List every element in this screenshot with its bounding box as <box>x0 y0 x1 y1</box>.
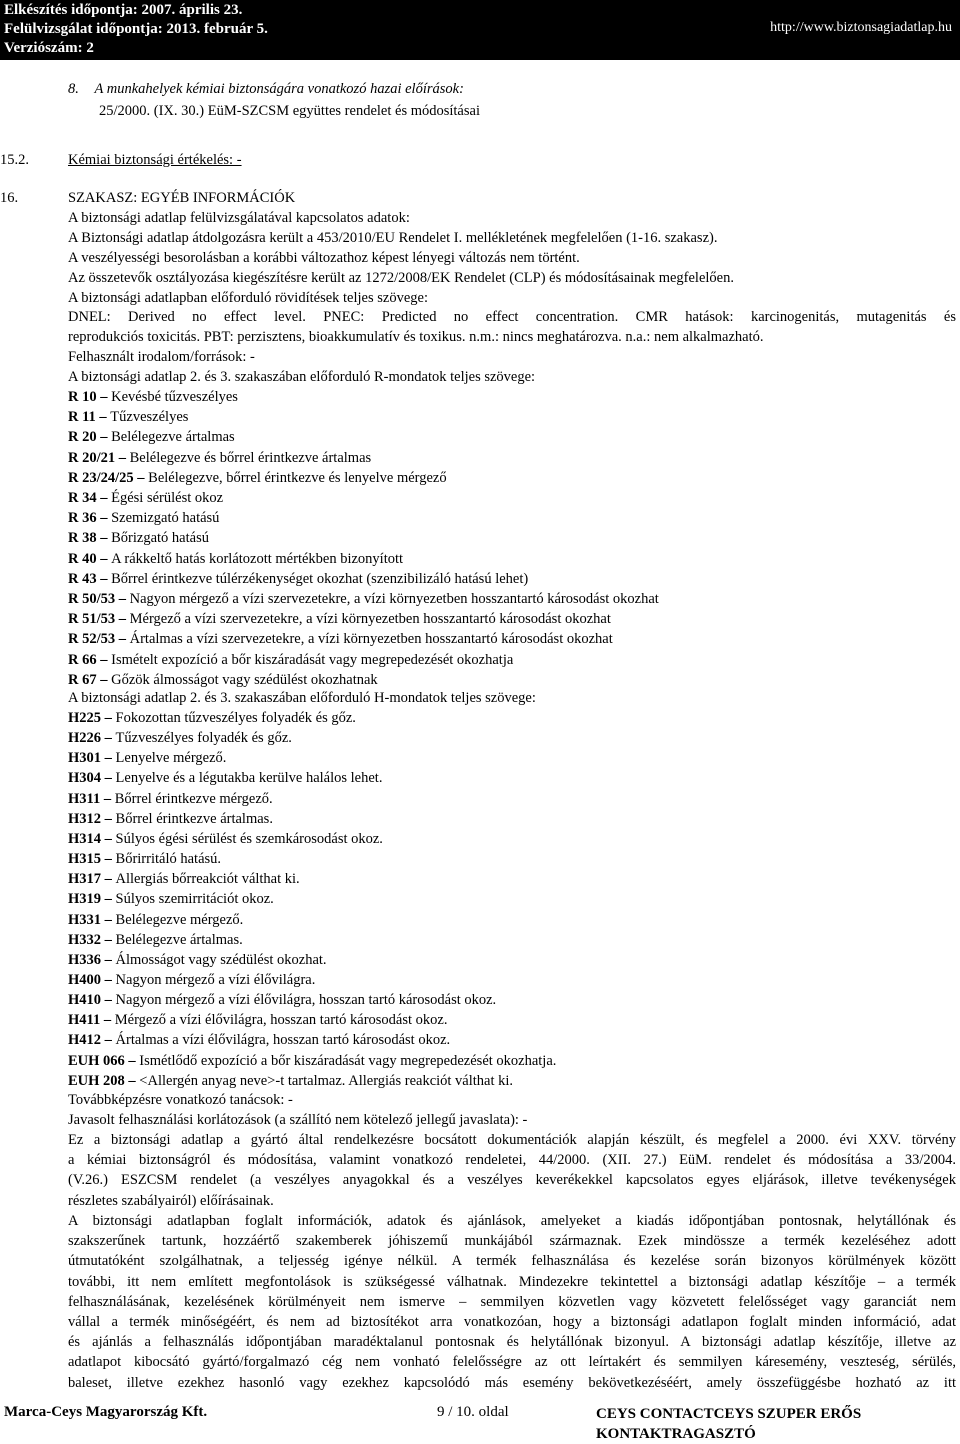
dash-separator: – <box>101 810 116 827</box>
r-phrase-item <box>68 508 960 528</box>
h-phrase-item <box>68 930 960 950</box>
h-phrase-text: Bőrrel érintkezve ártalmas. <box>115 810 273 827</box>
dash-separator: – <box>101 851 116 868</box>
dash-separator: – <box>96 651 112 668</box>
paragraph-line: baleset, illetve ezekhez hasonló vagy ezekhez kapcsolódó más esemény bekövetkezéséért, amely összefüggésbe hozható az itt <box>68 1374 956 1391</box>
sec8-number: 8. <box>68 81 79 97</box>
h-phrase-text: Súlyos égési sérülést és szemkárosodást okoz. <box>115 830 383 847</box>
h-phrase-item <box>68 889 960 909</box>
h-phrase-code: H301 <box>68 750 102 767</box>
h-phrase-code: H317 <box>68 871 102 888</box>
h-phrase-text: Lenyelve és a légutakba kerülve halálos lehet. <box>115 770 383 787</box>
revision-date: Felülvizsgálat időpontja: 2013. február 5. <box>4 21 268 37</box>
version-number: Verziószám: 2 <box>4 40 94 56</box>
h-phrase-text: Ártalmas a vízi élővilágra, hosszan tartó károsodást okoz. <box>115 1032 451 1049</box>
r-phrase-text: Mérgező a vízi szervezetekre, a vízi környezetben hosszantartó károsodást okozhat <box>129 611 611 628</box>
h-phrase-text: <Allergén anyag neve>-t tartalmaz. Allergiás reakciót válthat ki. <box>139 1072 514 1089</box>
h-phrase-item <box>68 910 960 930</box>
r-phrase-item <box>68 427 960 447</box>
h-phrase-item <box>68 809 960 829</box>
dash-separator: – <box>115 611 130 628</box>
dash-separator: – <box>124 1052 140 1069</box>
dash-separator: – <box>96 490 112 506</box>
paragraph-line: útmutatóként szolgálhatnak, a teljesség igénye nélkül. A termék felhasználása és kezelése során bizonyos körülmények között <box>68 1253 956 1270</box>
r-phrase-code: R 38 <box>68 530 97 547</box>
h-phrase-code: H312 <box>68 810 102 827</box>
sec16-l1: A biztonsági adatlap felülvizsgálatával kapcsolatos adatok: <box>68 210 410 226</box>
r-phrase-code: R 50/53 <box>68 591 116 607</box>
h-phrase-text: Nagyon mérgező a vízi élővilágra. <box>115 971 316 988</box>
r-phrase-text: Belélegezve, bőrrel érintkezve és lenyelve mérgező <box>148 469 447 486</box>
h-phrase-text: Bőrirritáló hatású. <box>115 851 222 868</box>
h-phrase-code: H314 <box>68 830 102 847</box>
r-phrase-code: R 40 <box>68 550 97 567</box>
h-phrase-item <box>68 728 960 748</box>
h-phrase-code: H311 <box>68 790 101 807</box>
use-restrictions: Javasolt felhasználási korlátozások (a szállító nem kötelező jellegű javaslata): - <box>68 1112 528 1128</box>
h-phrase-code: H410 <box>68 992 102 1009</box>
paragraph-line: (V.26.) ESZCSM rendelet (a veszélyes anyagokkal és a veszélyes keverékekkel kapcsolatos egyes eljárások, illetve tevékenységek <box>68 1172 956 1189</box>
r-phrase-code: R 66 <box>68 651 97 668</box>
sec16-l6: DNEL: Derived no effect level. PNEC: Predicted no effect concentration. CMR hatások: karcinogenitás, mutagenitás és <box>68 309 956 325</box>
dash-separator: – <box>100 1012 115 1029</box>
r-phrase-code: R 43 <box>68 570 97 587</box>
sec8-title: A munkahelyek kémiai biztonságára vonatkozó hazai előírások: <box>94 81 464 97</box>
r-phrase-code: R 20 <box>68 429 97 446</box>
sec16-title: SZAKASZ: EGYÉB INFORMÁCIÓK <box>68 190 296 206</box>
header-url[interactable]: http://www.biztonsagiadatlap.hu <box>770 20 952 35</box>
dash-separator: – <box>101 951 116 968</box>
dash-separator: – <box>96 570 112 587</box>
sec16-number: 16. <box>0 190 19 206</box>
sec8-law: 25/2000. (IX. 30.) EüM-SZCSM együttes rendelet és módosításai <box>99 103 480 119</box>
sec15-2-number: 15.2. <box>0 152 29 168</box>
footer-product-line2: KONTAKTRAGASZTÓ <box>596 1426 756 1442</box>
training-advice: Továbbképzésre vonatkozó tanácsok: - <box>68 1092 293 1108</box>
h-phrase-text: Álmosságot vagy szédülést okozhat. <box>115 951 327 968</box>
r-phrase-item <box>68 488 960 508</box>
h-phrase-item <box>68 708 960 728</box>
paragraph-line: A biztonsági adatlapban foglalt információk, adatok és ajánlások, amelyeket a kiadás időpontjában pontosnak, helytállónak és <box>68 1213 956 1229</box>
r-phrase-item <box>68 387 960 407</box>
paragraph-line: adatlapot kibocsátó gyártó/forgalmazó cég nem vonható felelősségre az ott leírtakért és semmilyen káresemény, veszteség, sérülés, <box>68 1354 956 1371</box>
h-phrase-text: Nagyon mérgező a vízi élővilágra, hosszan tartó károsodást okoz. <box>115 992 497 1009</box>
h-phrase-item <box>68 768 960 788</box>
sec15-2-line <box>0 150 960 170</box>
h-phrase-item <box>68 748 960 768</box>
paragraph-line: szakszerűnek tartunk, hozzáértő szakemberek jóhiszemű munkájából származnak. Ezek mindössze a termék kezeléséhez adott <box>68 1233 956 1250</box>
r-phrase-text: Nagyon mérgező a vízi szervezetekre, a vízi környezetben hosszantartó károsodást okozhat <box>129 591 659 607</box>
r-phrase-code: R 11 <box>68 409 96 426</box>
dash-separator: – <box>115 449 130 466</box>
footer-product <box>596 1404 861 1444</box>
h-phrase-code: EUH 066 <box>68 1052 125 1069</box>
r-phrase-code: R 52/53 <box>68 631 116 648</box>
sec16-l9: A biztonsági adatlap 2. és 3. szakaszában előforduló R-mondatok teljes szövege: <box>68 369 536 385</box>
h-phrase-text: Mérgező a vízi élővilágra, hosszan tartó károsodást okoz. <box>114 1012 448 1029</box>
r-phrase-text: Ártalmas a vízi szervezetekre, a vízi környezetben hosszantartó károsodást okozhat <box>129 631 613 648</box>
h-phrase-code: H319 <box>68 891 102 908</box>
r-phrase-code: R 67 <box>68 671 97 688</box>
sec15-2-text: Kémiai biztonsági értékelés: - <box>68 152 242 168</box>
h-phrase-code: H315 <box>68 851 102 868</box>
r-phrase-text: Tűzveszélyes <box>110 409 189 426</box>
r-phrase-text: Ismételt expozíció a bőr kiszáradását vagy megrepedezését okozhatja <box>111 651 514 668</box>
dash-separator: – <box>101 931 116 948</box>
h-phrase-code: H400 <box>68 971 102 988</box>
r-phrase-text: Belélegezve ártalmas <box>111 429 235 446</box>
document-header <box>0 0 960 60</box>
dash-separator: – <box>96 530 112 547</box>
h-phrase-code: EUH 208 <box>68 1072 125 1089</box>
h-phrase-text: Súlyos szemirritációt okoz. <box>115 891 274 908</box>
r-phrase-code: R 51/53 <box>68 611 116 628</box>
h-phrase-item <box>68 849 960 869</box>
sec16-l2: A Biztonsági adatlap átdolgozásra került a 453/2010/EU Rendelet I. mellékletének megfelelően (1-16. szakasz). <box>68 230 718 246</box>
dash-separator: – <box>101 992 116 1009</box>
r-phrase-item <box>68 407 960 427</box>
footer-product-line1: CEYS CONTACTCEYS SZUPER ERŐS <box>596 1406 862 1422</box>
paragraph-line: felhasználásának, kezelésének körülményeit nem ismerve – semmilyen közvetlen vagy közvetett felelősséget vagy garanciát nem <box>68 1293 956 1310</box>
r-phrase-text: Szemizgató hatású <box>111 510 220 527</box>
r-phrase-item <box>68 650 960 670</box>
r-phrase-item <box>68 528 960 548</box>
sec16-l8: Felhasznált irodalom/források: - <box>68 349 255 365</box>
h-phrase-text: Belélegezve mérgező. <box>115 911 244 928</box>
paragraph-line: további, itt nem említett megfontolások is szükségessé válhatnak. Mindezekre tekintettel a biztonsági adatlap készítője – a termék <box>68 1273 956 1290</box>
paragraph-line: a kémiai biztonságról és módosítása, valamint vonatkozó rendeletei, 44/2000. (XII. 27.) EüM. rendelet és módosítása a 33/2004. <box>68 1152 956 1169</box>
h-phrase-text: Fokozottan tűzveszélyes folyadék és gőz. <box>115 710 356 726</box>
dash-separator: – <box>96 550 112 567</box>
dash-separator: – <box>100 790 115 807</box>
h-phrase-code: H411 <box>68 1012 101 1029</box>
dash-separator: – <box>96 671 112 688</box>
sec16-heading <box>0 188 960 208</box>
h-phrase-item <box>68 1010 960 1030</box>
h-phrase-item <box>68 1051 960 1071</box>
header-meta <box>4 1 268 58</box>
r-phrase-item <box>68 549 960 569</box>
dash-separator: – <box>101 1032 116 1049</box>
h-phrase-code: H336 <box>68 951 102 968</box>
r-phrase-text: Gőzök álmosságot vagy szédülést okozhatnak <box>111 671 378 688</box>
sec16-l7: reprodukciós toxicitás. PBT: perzisztens, bioakkumulatív és toxikus. n.m.: nincs meghatározva. n.a.: nem alkalmazható. <box>68 329 764 345</box>
h-phrase-code: H412 <box>68 1032 102 1049</box>
r-phrase-item <box>68 569 960 589</box>
r-phrase-item <box>68 468 960 488</box>
r-phrase-item <box>68 589 960 609</box>
r-phrase-text: Bőrrel érintkezve túlérzékenységet okozhat (szenzibilizáló hatású lehet) <box>111 570 529 587</box>
dash-separator: – <box>101 911 116 928</box>
h-phrase-item <box>68 970 960 990</box>
h-phrase-item <box>68 1071 960 1091</box>
h-phrase-item <box>68 1030 960 1050</box>
dash-separator: – <box>96 429 112 446</box>
h-phrase-item <box>68 950 960 970</box>
paragraph-line: Ez a biztonsági adatlap a gyártó által rendelkezésre bocsátott dokumentációk alapján készült, és megfelel a 2000. évi XXV. törvény <box>68 1132 956 1148</box>
h-phrase-text: Ismétlődő expozíció a bőr kiszáradását vagy megrepedezését okozhatja. <box>139 1052 557 1069</box>
h-phrase-code: H304 <box>68 770 102 787</box>
paragraph-line: részletes szabályairól) előírásainak. <box>68 1192 274 1209</box>
dash-separator: – <box>101 871 116 888</box>
dash-separator: – <box>101 770 116 787</box>
paragraph-line: és ajánlás a felhasználás időpontjában maradéktalanul pontosnak és helytállónak bizonyul. A biztonsági adatlap készítője, illetve az <box>68 1334 956 1351</box>
paragraph-line: vállal a termék minőségéért, és nem ad biztosítékot arra vonatkozóan, hogy a biztonsági adatlapon foglalt minden információ, adat <box>68 1314 956 1330</box>
r-phrase-text: Kevésbé tűzveszélyes <box>111 389 238 405</box>
r-phrase-code: R 23/24/25 <box>68 469 134 486</box>
h-phrase-text: Allergiás bőrreakciót válthat ki. <box>115 871 300 888</box>
r-phrase-item <box>68 670 960 690</box>
dash-separator: – <box>101 710 116 726</box>
h-phrase-text: Tűzveszélyes folyadék és gőz. <box>115 730 292 747</box>
h-phrase-text: Lenyelve mérgező. <box>115 750 227 767</box>
dash-separator: – <box>96 510 112 527</box>
prepared-date: Elkészítés időpontja: 2007. április 23. <box>4 2 243 18</box>
sec16-l4: Az összetevők osztályozása kiegészítésre került az 1272/2008/EK Rendelet (CLP) és módosításainak megfelelően. <box>68 270 734 286</box>
dash-separator: – <box>101 830 116 847</box>
dash-separator: – <box>101 750 116 767</box>
r-phrase-code: R 20/21 <box>68 449 116 466</box>
h-phrase-item <box>68 990 960 1010</box>
footer-company: Marca-Ceys Magyarország Kft. <box>4 1404 208 1420</box>
h-intro: A biztonsági adatlap 2. és 3. szakaszában előforduló H-mondatok teljes szövege: <box>68 690 536 706</box>
dash-separator: – <box>95 409 111 426</box>
h-phrase-code: H332 <box>68 931 102 948</box>
h-phrase-item <box>68 869 960 889</box>
r-phrase-text: A rákkeltő hatás korlátozott mértékben bizonyított <box>111 550 404 567</box>
sec16-l3: A veszélyességi besorolásban a korábbi változathoz képest lényegi változás nem történt. <box>68 250 580 266</box>
sec8-line <box>68 79 960 99</box>
footer-page-number: 9 / 10. oldal <box>437 1404 509 1420</box>
r-phrase-code: R 36 <box>68 510 97 527</box>
dash-separator: – <box>115 631 130 648</box>
dash-separator: – <box>124 1072 140 1089</box>
r-phrase-item <box>68 448 960 468</box>
h-phrase-code: H331 <box>68 911 102 928</box>
r-phrase-text: Bőrizgató hatású <box>111 530 209 547</box>
h-phrase-item <box>68 789 960 809</box>
h-phrase-item <box>68 829 960 849</box>
r-phrase-code: R 34 <box>68 490 97 506</box>
r-phrase-text: Égési sérülést okoz <box>111 490 224 506</box>
h-phrase-text: Bőrrel érintkezve mérgező. <box>114 790 273 807</box>
dash-separator: – <box>96 389 112 405</box>
h-phrase-text: Belélegezve ártalmas. <box>115 931 243 948</box>
dash-separator: – <box>101 730 116 747</box>
dash-separator: – <box>101 891 116 908</box>
dash-separator: – <box>133 469 149 486</box>
sec16-l5: A biztonsági adatlapban előforduló rövidítések teljes szövege: <box>68 290 428 306</box>
r-phrase-item <box>68 629 960 649</box>
h-phrase-code: H225 <box>68 710 102 726</box>
r-phrase-text: Belélegezve és bőrrel érintkezve ártalmas <box>129 449 372 466</box>
h-phrase-code: H226 <box>68 730 102 747</box>
dash-separator: – <box>115 591 130 607</box>
r-phrase-code: R 10 <box>68 389 97 405</box>
r-phrase-item <box>68 609 960 629</box>
dash-separator: – <box>101 971 116 988</box>
